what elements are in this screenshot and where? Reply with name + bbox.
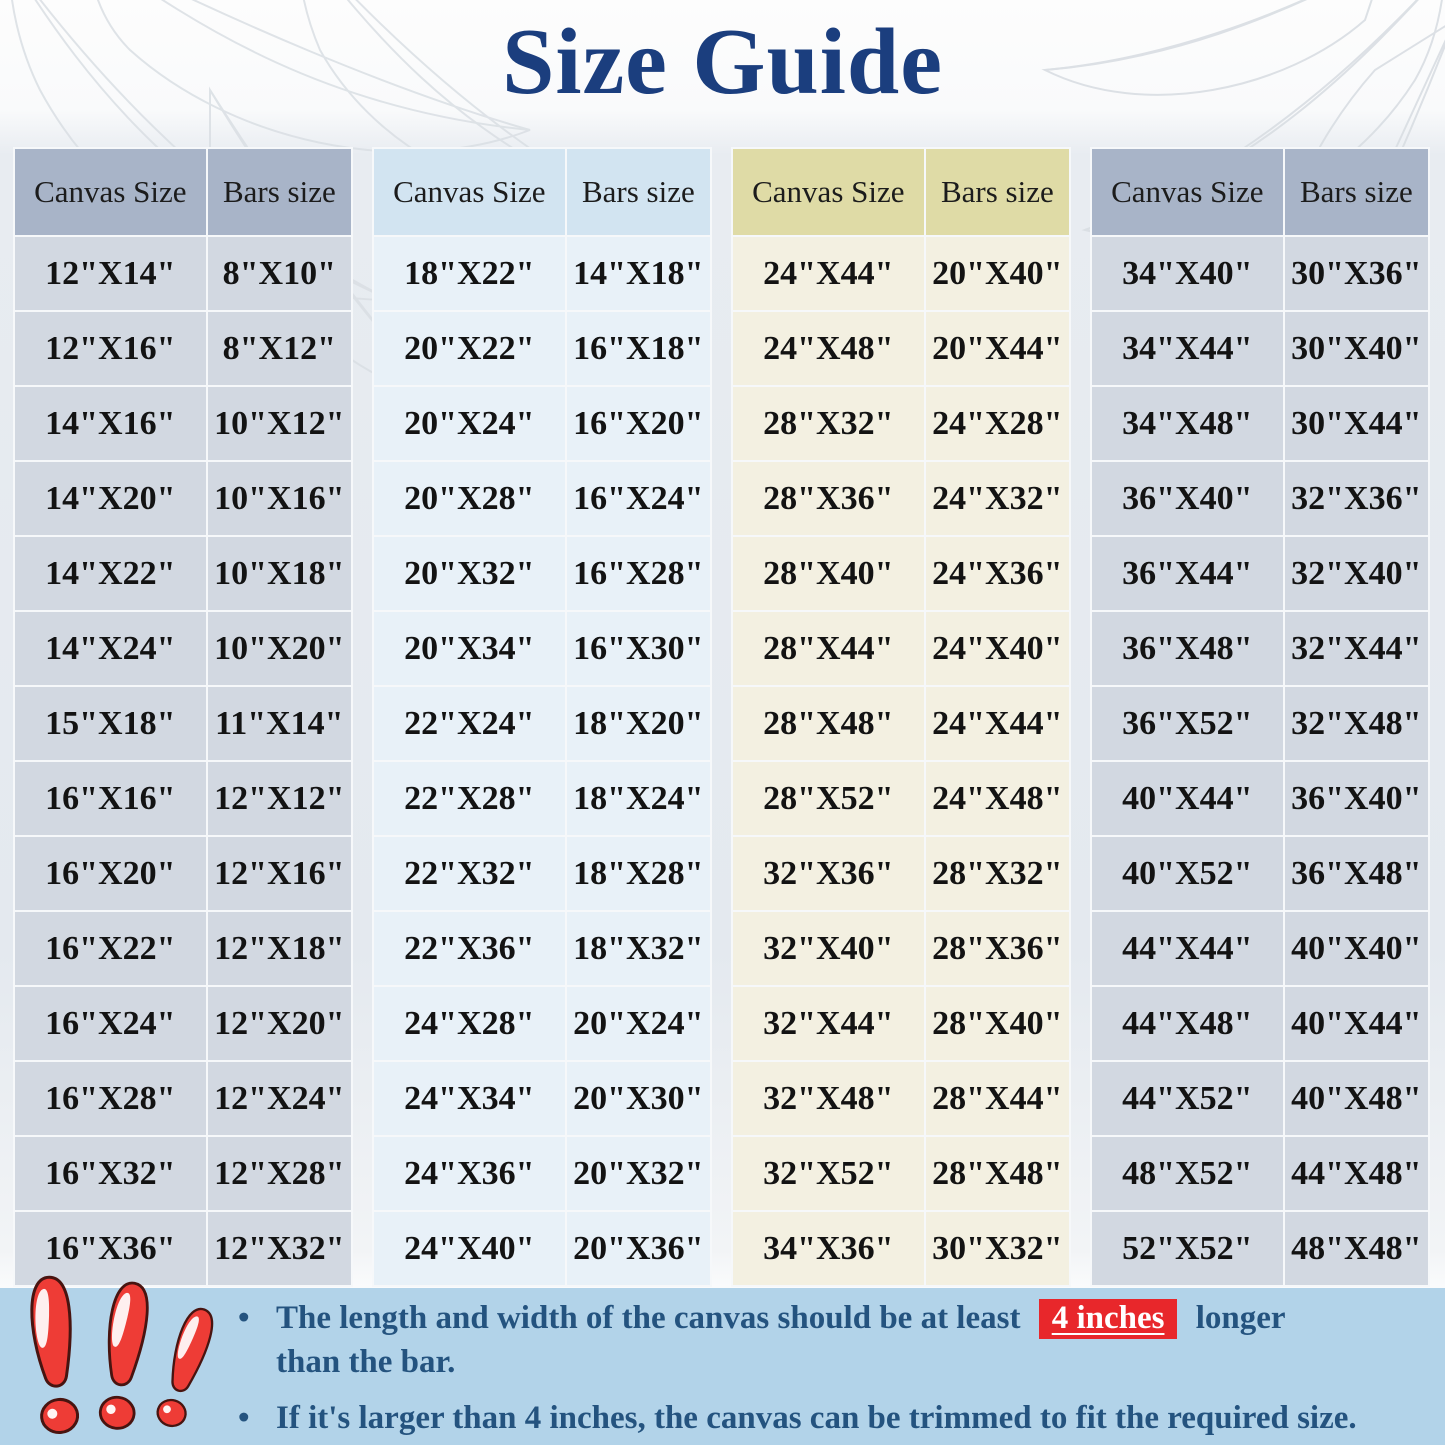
canvas-size-cell: 32"X36" — [732, 836, 925, 911]
header-row — [1091, 148, 1429, 236]
table-row — [1091, 611, 1429, 686]
table-row — [1091, 386, 1429, 461]
canvas-size-cell: 22"X24" — [373, 686, 566, 761]
table-row — [373, 311, 711, 386]
bars-size-header: Bars size — [1284, 148, 1429, 236]
table-row — [373, 386, 711, 461]
table-row — [14, 836, 352, 911]
bars-size-cell: 30"X32" — [925, 1211, 1070, 1286]
bars-size-header: Bars size — [207, 148, 352, 236]
table-row — [373, 686, 711, 761]
table-row — [373, 761, 711, 836]
canvas-size-cell: 28"X44" — [732, 611, 925, 686]
canvas-size-cell: 20"X34" — [373, 611, 566, 686]
bars-size-cell: 28"X36" — [925, 911, 1070, 986]
table-row — [732, 761, 1070, 836]
table-row — [373, 1211, 711, 1286]
four-inches-highlight: 4 inches — [1039, 1299, 1178, 1339]
canvas-size-cell: 15"X18" — [14, 686, 207, 761]
canvas-size-cell: 24"X48" — [732, 311, 925, 386]
table-row — [373, 836, 711, 911]
header-row — [732, 148, 1070, 236]
size-tables-container — [13, 147, 1430, 1287]
table-row — [1091, 911, 1429, 986]
bars-size-cell: 24"X48" — [925, 761, 1070, 836]
table-row — [373, 536, 711, 611]
size-table-1 — [13, 147, 353, 1287]
bars-size-cell: 10"X12" — [207, 386, 352, 461]
table-row — [373, 1061, 711, 1136]
canvas-size-cell: 16"X22" — [14, 911, 207, 986]
canvas-size-cell: 32"X44" — [732, 986, 925, 1061]
canvas-size-cell: 28"X52" — [732, 761, 925, 836]
bars-size-cell: 12"X20" — [207, 986, 352, 1061]
bars-size-cell: 20"X36" — [566, 1211, 711, 1286]
bars-size-cell: 28"X48" — [925, 1136, 1070, 1211]
table-row — [1091, 836, 1429, 911]
table-row — [14, 386, 352, 461]
table-row — [732, 236, 1070, 311]
canvas-size-cell: 14"X24" — [14, 611, 207, 686]
table-row — [373, 461, 711, 536]
table-row — [373, 1136, 711, 1211]
bars-size-cell: 40"X40" — [1284, 911, 1429, 986]
bars-size-cell: 10"X16" — [207, 461, 352, 536]
table-row — [732, 911, 1070, 986]
canvas-size-cell: 48"X52" — [1091, 1136, 1284, 1211]
table-row — [14, 686, 352, 761]
bars-size-cell: 18"X20" — [566, 686, 711, 761]
bullet-icon: • — [238, 1300, 250, 1336]
canvas-size-cell: 34"X36" — [732, 1211, 925, 1286]
canvas-size-cell: 22"X28" — [373, 761, 566, 836]
canvas-size-cell: 32"X52" — [732, 1136, 925, 1211]
note2-text: If it's larger than 4 inches, the canvas can be trimmed to fit the required size. — [276, 1400, 1357, 1437]
table-row — [732, 461, 1070, 536]
bars-size-cell: 32"X36" — [1284, 461, 1429, 536]
canvas-size-cell: 20"X32" — [373, 536, 566, 611]
canvas-size-cell: 12"X14" — [14, 236, 207, 311]
size-table-2 — [372, 147, 712, 1287]
canvas-size-cell: 36"X44" — [1091, 536, 1284, 611]
notes-text — [238, 1297, 1428, 1445]
bars-size-cell: 16"X20" — [566, 386, 711, 461]
note-trim — [238, 1397, 1428, 1441]
bars-size-cell: 8"X12" — [207, 311, 352, 386]
table-row — [732, 311, 1070, 386]
bars-size-cell: 48"X48" — [1284, 1211, 1429, 1286]
bars-size-header: Bars size — [925, 148, 1070, 236]
canvas-size-header: Canvas Size — [14, 148, 207, 236]
bars-size-cell: 20"X30" — [566, 1061, 711, 1136]
canvas-size-cell: 14"X22" — [14, 536, 207, 611]
bars-size-cell: 28"X32" — [925, 836, 1070, 911]
bars-size-cell: 20"X24" — [566, 986, 711, 1061]
bars-size-cell: 12"X18" — [207, 911, 352, 986]
header-row — [14, 148, 352, 236]
canvas-size-cell: 40"X44" — [1091, 761, 1284, 836]
bars-size-cell: 24"X44" — [925, 686, 1070, 761]
note1-post: longer — [1195, 1300, 1286, 1336]
bars-size-cell: 24"X40" — [925, 611, 1070, 686]
canvas-size-cell: 28"X32" — [732, 386, 925, 461]
bars-size-cell: 30"X44" — [1284, 386, 1429, 461]
bars-size-cell: 44"X48" — [1284, 1136, 1429, 1211]
canvas-size-cell: 34"X44" — [1091, 311, 1284, 386]
canvas-size-cell: 34"X40" — [1091, 236, 1284, 311]
table-row — [373, 236, 711, 311]
canvas-size-cell: 24"X40" — [373, 1211, 566, 1286]
note-canvas-length — [238, 1297, 1428, 1384]
note1-pre: The length and width of the canvas should be at least — [276, 1300, 1021, 1336]
bars-size-cell: 18"X28" — [566, 836, 711, 911]
canvas-size-cell: 44"X44" — [1091, 911, 1284, 986]
bars-size-cell: 16"X30" — [566, 611, 711, 686]
size-table-3 — [731, 147, 1071, 1287]
table-row — [1091, 1061, 1429, 1136]
canvas-size-cell: 24"X28" — [373, 986, 566, 1061]
bars-size-cell: 14"X18" — [566, 236, 711, 311]
page-title: Size Guide — [502, 10, 943, 114]
canvas-size-cell: 36"X52" — [1091, 686, 1284, 761]
bars-size-cell: 24"X28" — [925, 386, 1070, 461]
table-row — [14, 236, 352, 311]
table-row — [732, 836, 1070, 911]
canvas-size-cell: 16"X16" — [14, 761, 207, 836]
bars-size-cell: 32"X48" — [1284, 686, 1429, 761]
canvas-size-cell: 16"X24" — [14, 986, 207, 1061]
table-row — [373, 911, 711, 986]
bars-size-cell: 12"X24" — [207, 1061, 352, 1136]
table-row — [1091, 311, 1429, 386]
canvas-size-cell: 16"X20" — [14, 836, 207, 911]
canvas-size-cell: 44"X48" — [1091, 986, 1284, 1061]
bars-size-cell: 24"X32" — [925, 461, 1070, 536]
bars-size-cell: 28"X44" — [925, 1061, 1070, 1136]
canvas-size-cell: 36"X40" — [1091, 461, 1284, 536]
bars-size-cell: 32"X40" — [1284, 536, 1429, 611]
bars-size-cell: 28"X40" — [925, 986, 1070, 1061]
table-row — [732, 686, 1070, 761]
canvas-size-cell: 40"X52" — [1091, 836, 1284, 911]
header-row — [373, 148, 711, 236]
canvas-size-cell: 32"X48" — [732, 1061, 925, 1136]
canvas-size-cell: 24"X44" — [732, 236, 925, 311]
bars-size-cell: 16"X24" — [566, 461, 711, 536]
bars-size-cell: 18"X24" — [566, 761, 711, 836]
canvas-size-cell: 16"X28" — [14, 1061, 207, 1136]
bars-size-cell: 12"X32" — [207, 1211, 352, 1286]
bars-size-cell: 20"X40" — [925, 236, 1070, 311]
table-row — [14, 461, 352, 536]
canvas-size-cell: 28"X36" — [732, 461, 925, 536]
bars-size-cell: 30"X36" — [1284, 236, 1429, 311]
bars-size-cell: 20"X32" — [566, 1136, 711, 1211]
table-row — [1091, 761, 1429, 836]
bars-size-cell: 8"X10" — [207, 236, 352, 311]
bars-size-cell: 30"X40" — [1284, 311, 1429, 386]
note1-line2: than the bar. — [276, 1343, 456, 1380]
bars-size-cell: 16"X28" — [566, 536, 711, 611]
canvas-size-cell: 20"X24" — [373, 386, 566, 461]
bars-size-cell: 40"X48" — [1284, 1061, 1429, 1136]
canvas-size-cell: 22"X36" — [373, 911, 566, 986]
canvas-size-cell: 14"X16" — [14, 386, 207, 461]
table-row — [14, 911, 352, 986]
table-row — [732, 1136, 1070, 1211]
bars-size-cell: 11"X14" — [207, 686, 352, 761]
table-row — [732, 1061, 1070, 1136]
table-row — [14, 761, 352, 836]
table-row — [732, 536, 1070, 611]
exclamation-marks-icon — [12, 1268, 217, 1440]
canvas-size-cell: 14"X20" — [14, 461, 207, 536]
table-row — [1091, 1136, 1429, 1211]
canvas-size-cell: 34"X48" — [1091, 386, 1284, 461]
canvas-size-cell: 44"X52" — [1091, 1061, 1284, 1136]
table-row — [1091, 686, 1429, 761]
table-row — [732, 986, 1070, 1061]
canvas-size-cell: 22"X32" — [373, 836, 566, 911]
table-row — [373, 986, 711, 1061]
bars-size-cell: 10"X18" — [207, 536, 352, 611]
canvas-size-header: Canvas Size — [373, 148, 566, 236]
bars-size-cell: 18"X32" — [566, 911, 711, 986]
table-row — [732, 386, 1070, 461]
bars-size-cell: 12"X16" — [207, 836, 352, 911]
table-row — [1091, 986, 1429, 1061]
canvas-size-cell: 20"X22" — [373, 311, 566, 386]
table-row — [14, 986, 352, 1061]
table-row — [14, 536, 352, 611]
canvas-size-cell: 18"X22" — [373, 236, 566, 311]
table-row — [1091, 461, 1429, 536]
bars-size-cell: 40"X44" — [1284, 986, 1429, 1061]
size-table-4 — [1090, 147, 1430, 1287]
bullet-icon: • — [238, 1400, 250, 1437]
canvas-size-cell: 12"X16" — [14, 311, 207, 386]
bars-size-cell: 36"X40" — [1284, 761, 1429, 836]
table-row — [1091, 536, 1429, 611]
bars-size-cell: 20"X44" — [925, 311, 1070, 386]
table-row — [1091, 1211, 1429, 1286]
canvas-size-cell: 52"X52" — [1091, 1211, 1284, 1286]
canvas-size-cell: 20"X28" — [373, 461, 566, 536]
bars-size-cell: 24"X36" — [925, 536, 1070, 611]
table-row — [14, 311, 352, 386]
canvas-size-header: Canvas Size — [1091, 148, 1284, 236]
table-row — [14, 611, 352, 686]
table-row — [373, 611, 711, 686]
canvas-size-cell: 28"X40" — [732, 536, 925, 611]
canvas-size-header: Canvas Size — [732, 148, 925, 236]
canvas-size-cell: 28"X48" — [732, 686, 925, 761]
bars-size-cell: 16"X18" — [566, 311, 711, 386]
bars-size-header: Bars size — [566, 148, 711, 236]
table-row — [14, 1061, 352, 1136]
canvas-size-cell: 16"X32" — [14, 1136, 207, 1211]
canvas-size-cell: 16"X36" — [14, 1211, 207, 1286]
bars-size-cell: 10"X20" — [207, 611, 352, 686]
canvas-size-cell: 32"X40" — [732, 911, 925, 986]
bars-size-cell: 32"X44" — [1284, 611, 1429, 686]
table-row — [1091, 236, 1429, 311]
table-row — [732, 611, 1070, 686]
table-row — [14, 1136, 352, 1211]
canvas-size-cell: 24"X36" — [373, 1136, 566, 1211]
table-row — [732, 1211, 1070, 1286]
bars-size-cell: 36"X48" — [1284, 836, 1429, 911]
bars-size-cell: 12"X12" — [207, 761, 352, 836]
canvas-size-cell: 36"X48" — [1091, 611, 1284, 686]
bars-size-cell: 12"X28" — [207, 1136, 352, 1211]
canvas-size-cell: 24"X34" — [373, 1061, 566, 1136]
